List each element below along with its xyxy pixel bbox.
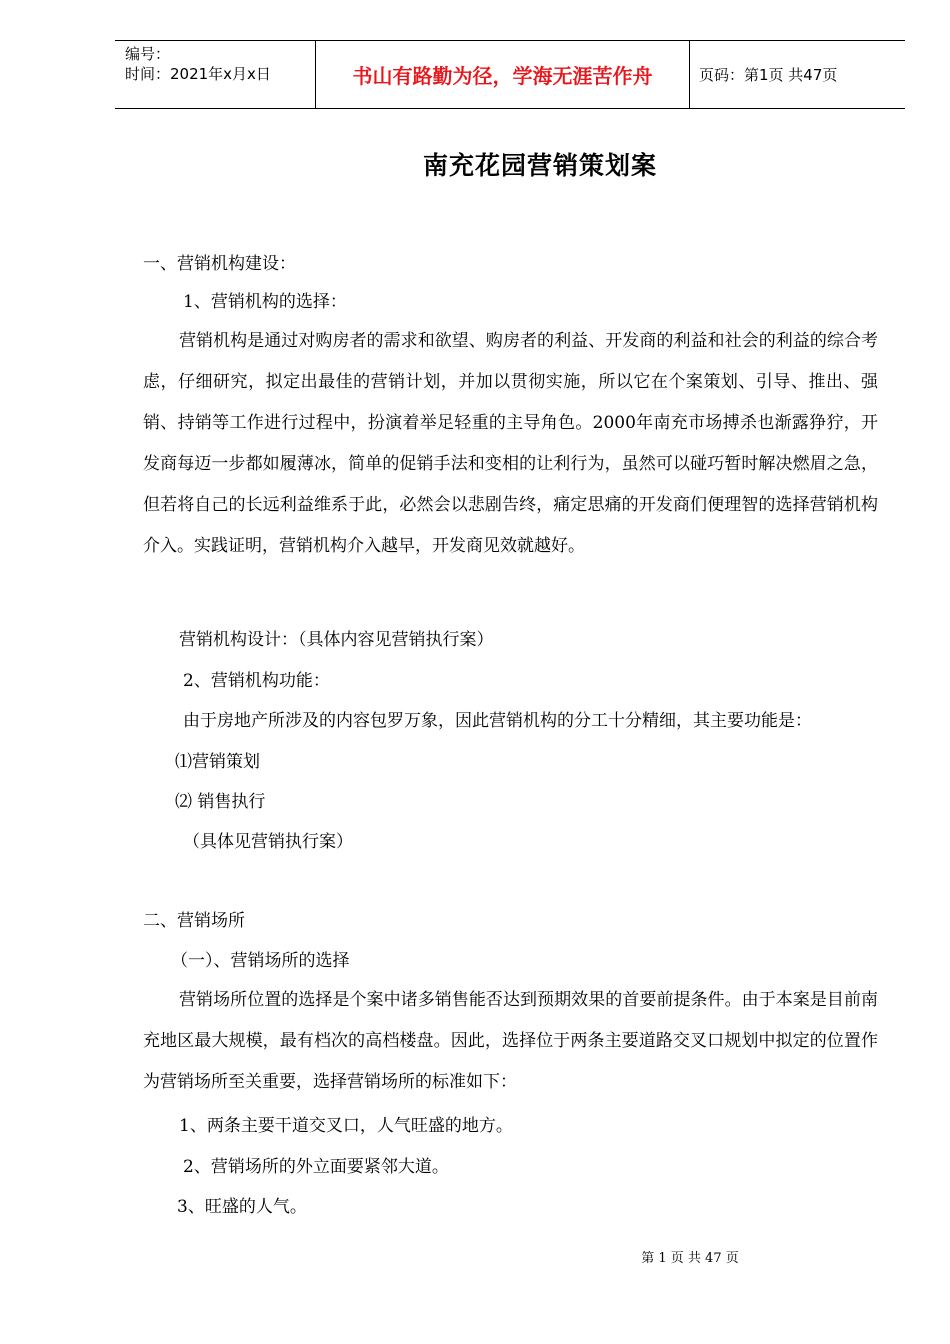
subsection-heading: 1、营销机构的选择： bbox=[183, 292, 347, 312]
section-heading: 二、营销场所 bbox=[143, 911, 245, 931]
paragraph: 由于房地产所涉及的内容包罗万象，因此营销机构的分工十分精细，其主要功能是： bbox=[183, 711, 812, 731]
document-title: 南充花园营销策划案 bbox=[422, 151, 657, 180]
note-text: （具体见营销执行案） bbox=[183, 832, 353, 852]
footer-page-number: 第 1 页 共 47 页 bbox=[641, 1251, 739, 1266]
header-motto: 书山有路勤为径，学海无涯苦作舟 bbox=[316, 41, 690, 108]
document-number-label: 编号： bbox=[125, 45, 171, 63]
paragraph: 营销机构是通过对购房者的需求和欲望、购房者的利益、开发商的利益和社会的利益的综合考虑，仔细研究，拟定出最佳的营销计划，并加以贯彻实施，所以它在个案策划、引导、推出、强销、持销等工作进行过程中，扮演着举足轻重的主导角色。2000年南充市场搏杀也渐露狰狞，开发商每迈一步都如履薄冰，简单的促销手法和变相的让利行为，虽然可以碰巧暂时解决燃眉之急，但若将自己的长远利益维系于此，必然会以悲剧告终，痛定思痛的开发商们便理智的选择营销机构介入。实践证明，营销机构介入越早，开发商见效就越好。 bbox=[143, 331, 878, 556]
list-item: 1、两条主要干道交叉口，人气旺盛的地方。 bbox=[179, 1116, 513, 1136]
page-header bbox=[115, 40, 905, 109]
list-item: ⑵ 销售执行 bbox=[175, 792, 266, 812]
header-meta-cell bbox=[115, 41, 316, 108]
subsection-heading: 2、营销机构功能： bbox=[183, 671, 330, 691]
paragraph: 营销机构设计：（具体内容见营销执行案） bbox=[179, 630, 494, 650]
header-page-info: 页码：第1页 共47页 bbox=[699, 66, 838, 84]
document-date: 时间：2021年x月x日 bbox=[125, 65, 271, 83]
list-item: 2、营销场所的外立面要紧邻大道。 bbox=[183, 1157, 449, 1177]
page-footer bbox=[0, 1247, 950, 1266]
paragraph: 营销场所位置的选择是个案中诸多销售能否达到预期效果的首要前提条件。由于本案是目前南充地区最大规模，最有档次的高档楼盘。因此，选择位于两条主要道路交叉口规划中拟定的位置作为营销场所至关重要，选择营销场所的标准如下： bbox=[143, 990, 878, 1092]
list-item: ⑴营销策划 bbox=[175, 752, 260, 772]
list-item: 3、旺盛的人气。 bbox=[177, 1197, 307, 1217]
document-title-wrap bbox=[0, 146, 950, 182]
subsection-heading: （一）、营销场所的选择 bbox=[171, 951, 350, 971]
section-heading: 一、营销机构建设： bbox=[143, 254, 296, 274]
